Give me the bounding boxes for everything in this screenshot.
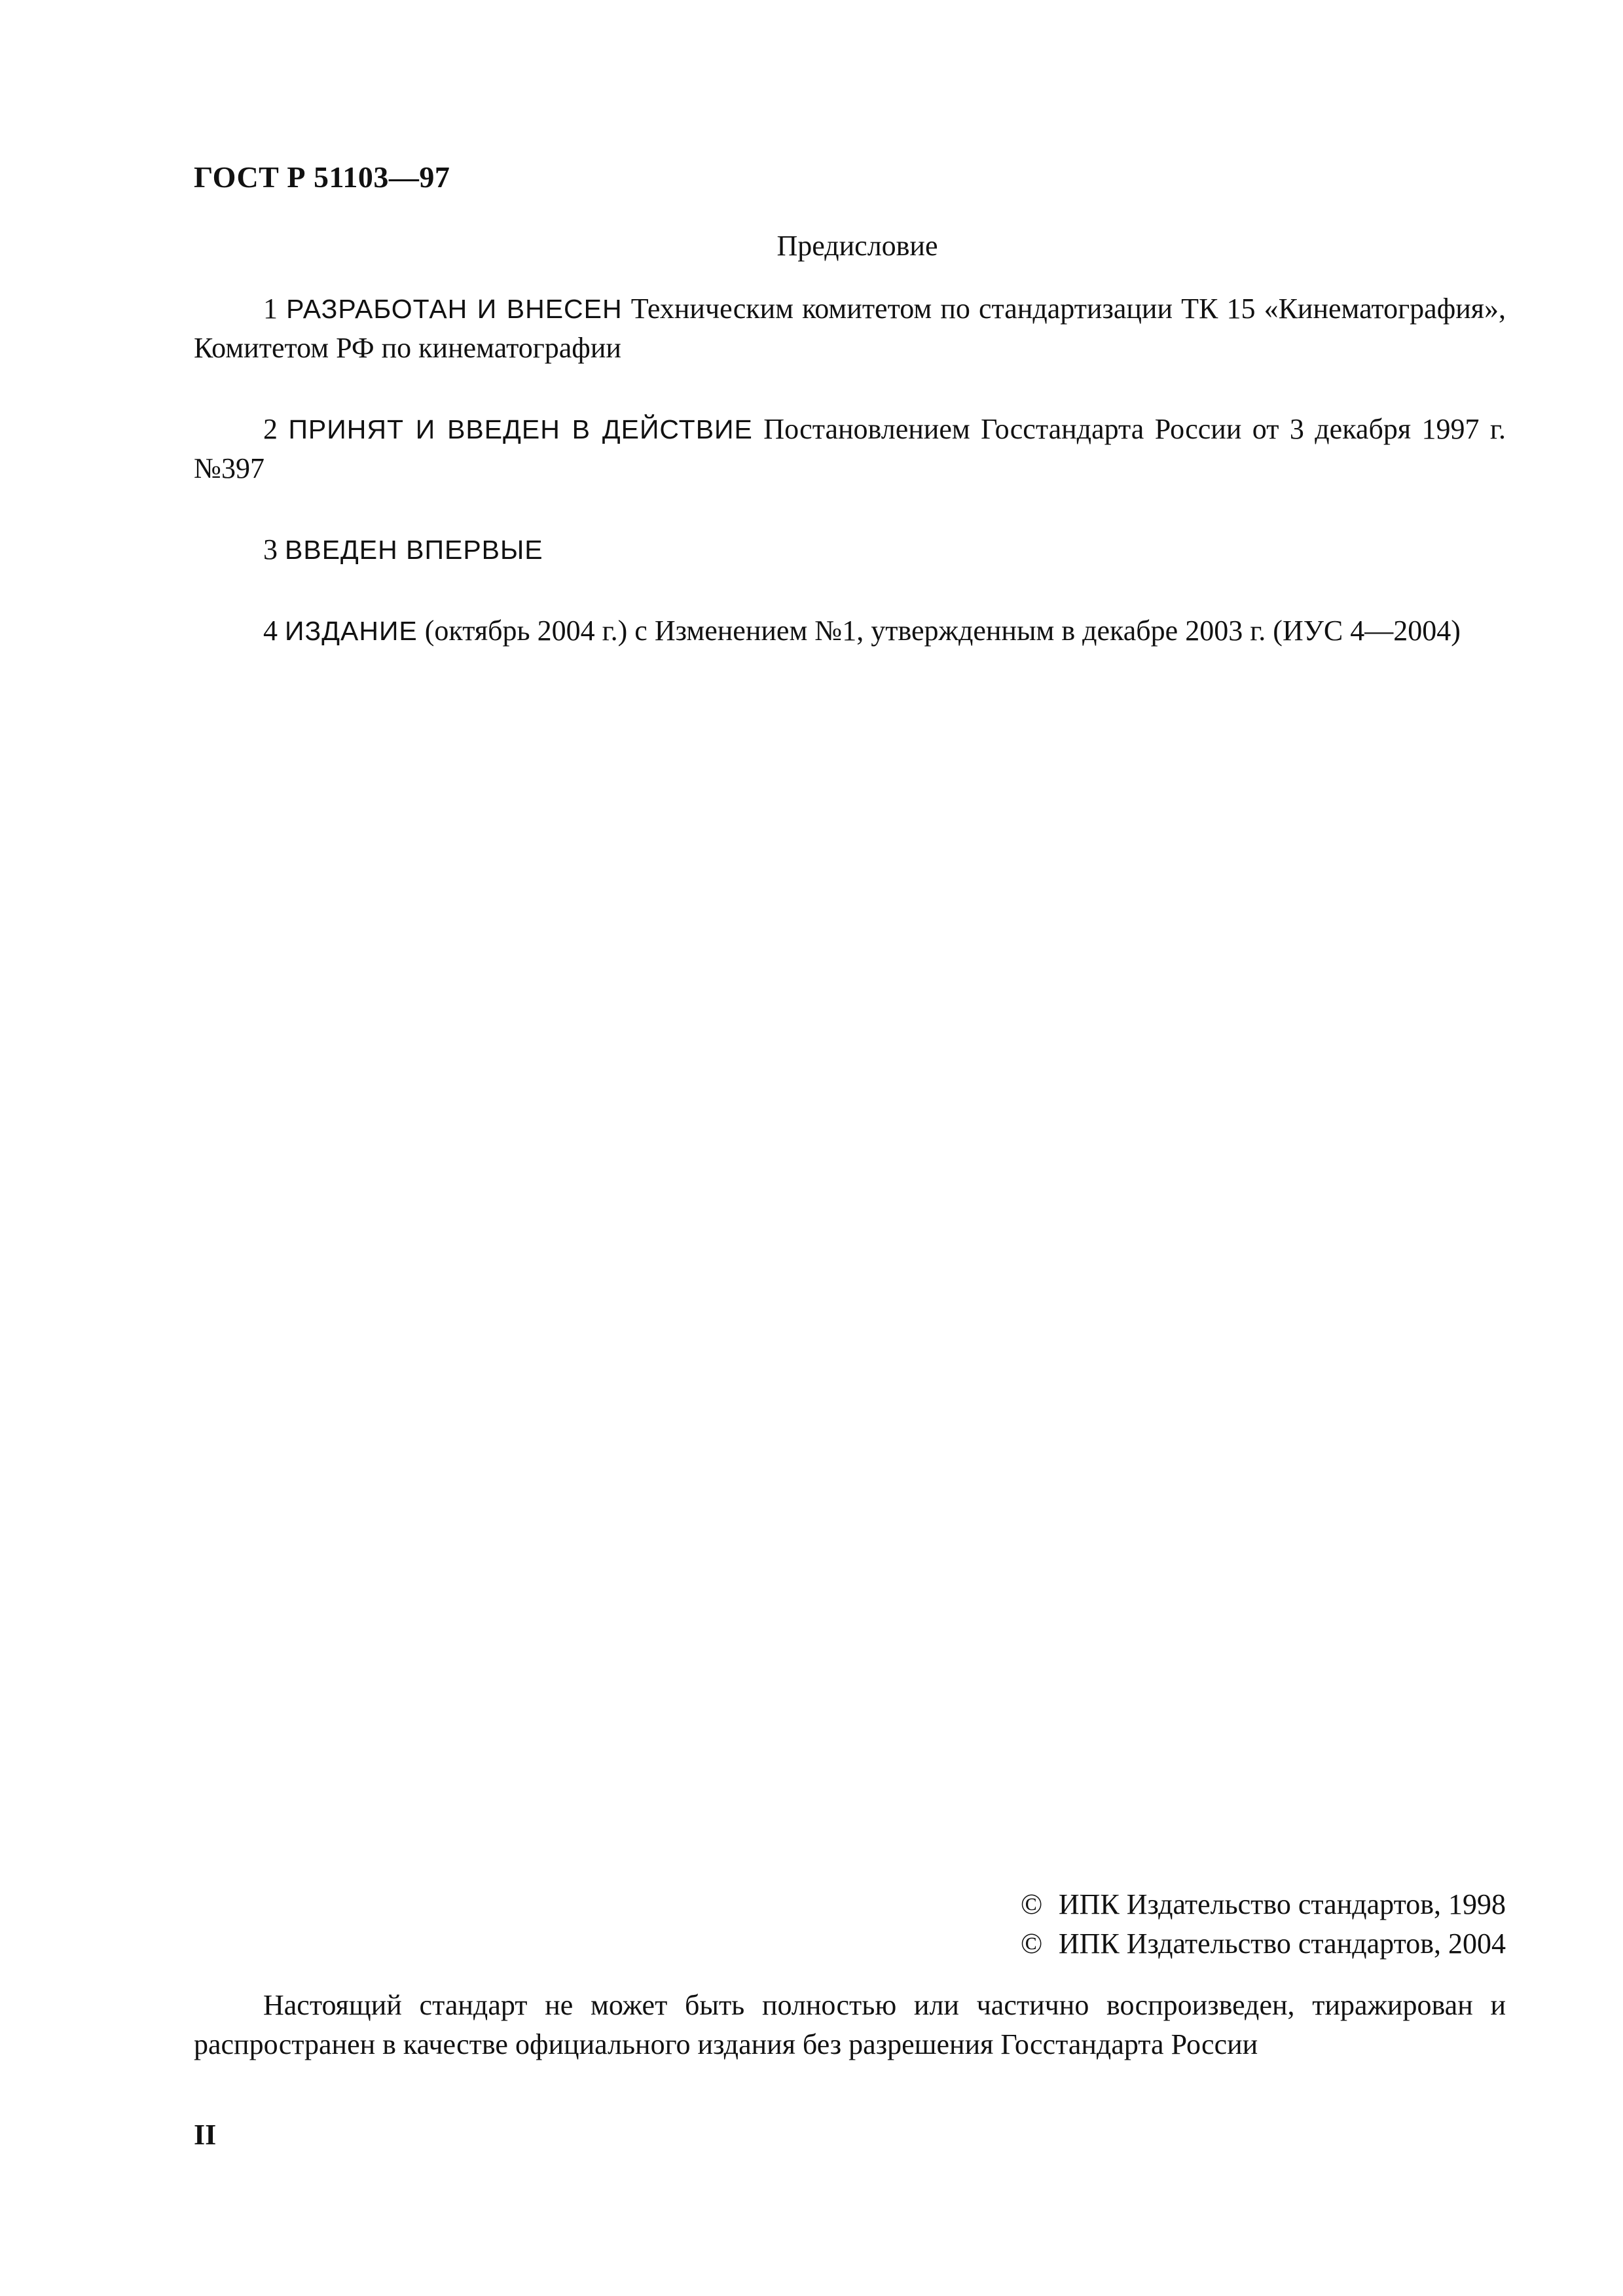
copyright-block [1021,1885,1506,1964]
reproduction-notice: Настоящий стандарт не может быть полностью или частично воспроизведен, тиражирован и распространен в качестве официального издания без разрешения Госстандарта России [194,1989,1506,2060]
foreword-items [194,289,1506,692]
item-heading: ПРИНЯТ И ВВЕДЕН В ДЕЙСТВИЕ [288,414,753,444]
copyright-icon: © [1020,1928,1043,1960]
foreword-item-4 [194,611,1506,651]
item-heading: ВВЕДЕН ВПЕРВЫЕ [285,535,543,565]
item-number: 4 [263,615,278,647]
item-text: Постановлением Госстандарта России от 3 декабря 1997 г. №397 [194,413,1506,484]
copyright-line-2 [1021,1924,1506,1964]
foreword-item-1 [194,289,1506,368]
item-heading: РАЗРАБОТАН И ВНЕСЕН [286,294,623,324]
item-text: Техническим комитетом по стандартизации ТК 15 «Кинематография», Комитетом РФ по кинематографии [194,293,1506,364]
item-number: 3 [263,533,278,565]
item-heading: ИЗДАНИЕ [285,616,418,646]
document-code: ГОСТ Р 51103—97 [194,160,450,194]
copyright-text: ИПК Издательство стандартов, 2004 [1058,1928,1506,1960]
foreword-item-3 [194,530,1506,569]
page-number: II [194,2119,217,2151]
item-text: (октябрь 2004 г.) с Изменением №1, утвержденным в декабре 2003 г. (ИУС 4—2004) [417,615,1461,647]
foreword-item-2 [194,410,1506,488]
copyright-text: ИПК Издательство стандартов, 1998 [1058,1888,1506,1920]
item-number: 2 [263,413,278,445]
foreword-title: Предисловие [776,230,938,262]
copyright-line-1 [1021,1885,1506,1924]
item-number: 1 [263,293,278,325]
copyright-icon: © [1020,1888,1043,1920]
